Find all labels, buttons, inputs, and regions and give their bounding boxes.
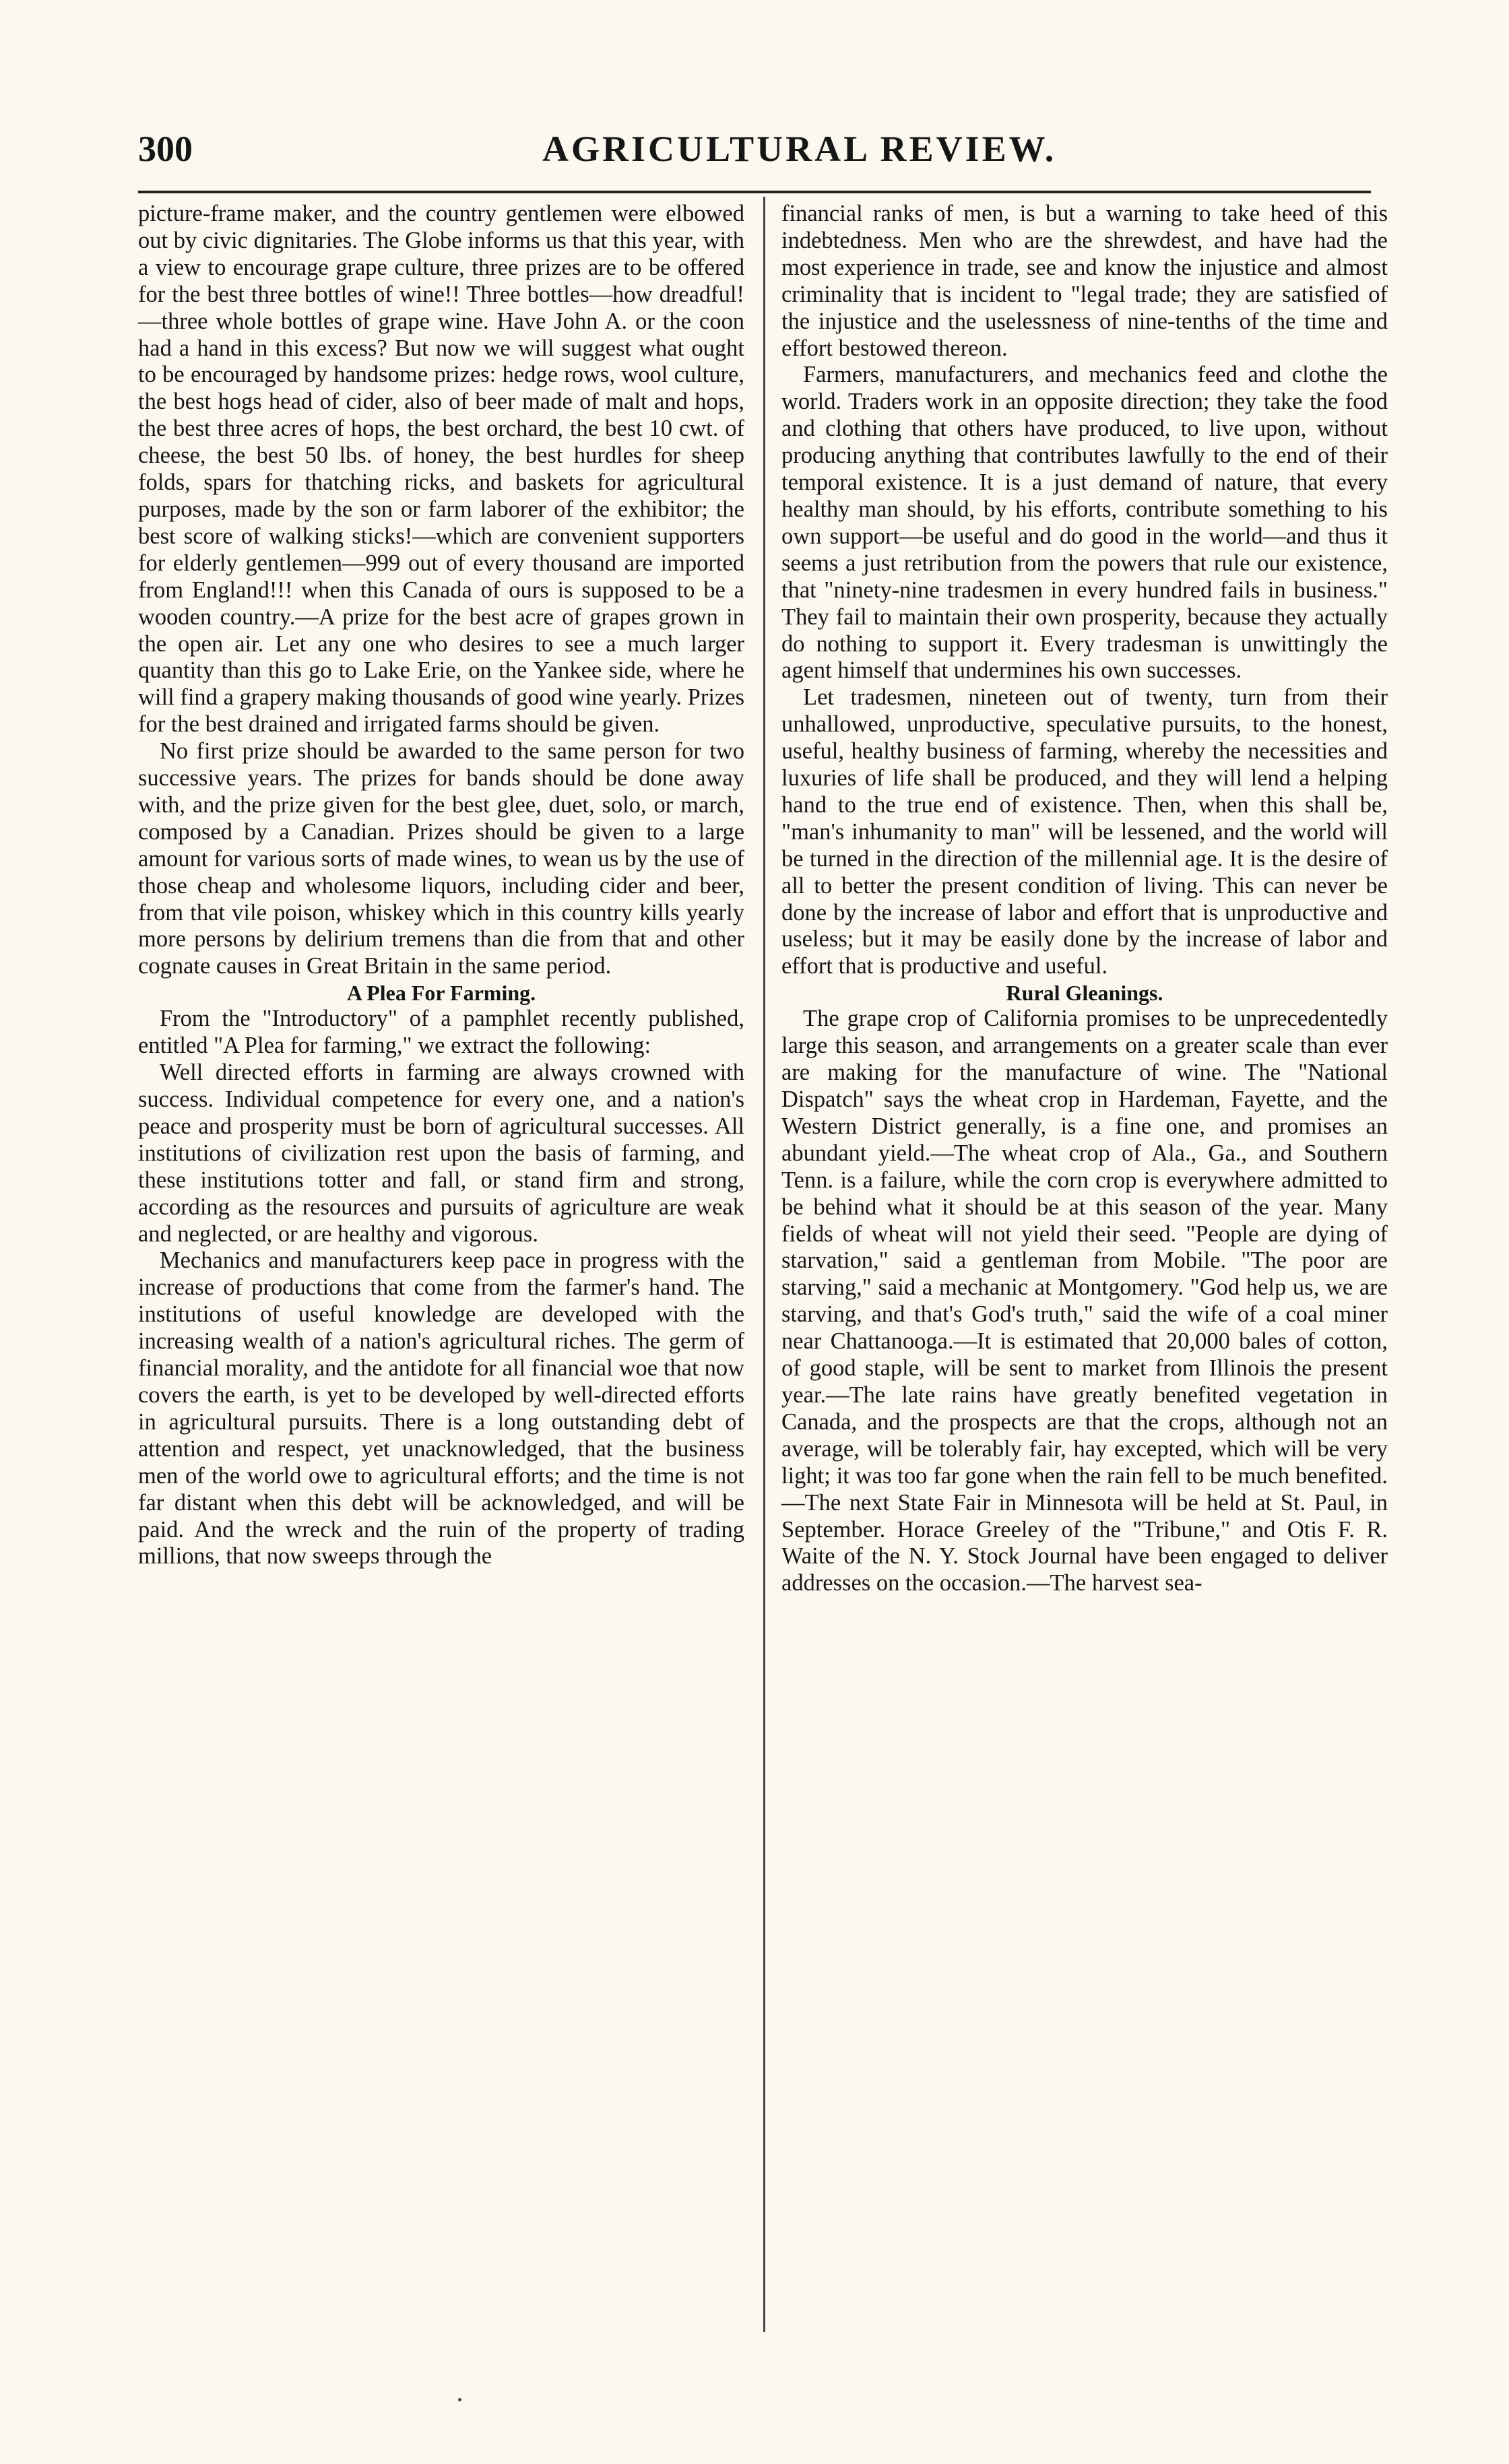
paragraph: Well directed efforts in farming are always crowned with success. Individual competence for every one, and a nation's peace and prosperity must be born of agricultural successes. All institutions of civilization rest upon the basis of farming, and these institutions totter and fall, or stand firm and strong, according as the resources and pursuits of agriculture are weak and neglected, or are healthy and vigorous.: [138, 1060, 744, 1247]
left-column: [138, 201, 744, 1570]
paragraph: Mechanics and manufacturers keep pace in progress with the increase of productions that come from the farmer's hand. The institutions of useful knowledge are developed with the increasing wealth of a nation's agricultural riches. The germ of financial morality, and the antidote for all financial woe that now covers the earth, is yet to be developed by well-directed efforts in agricultural pursuits. There is a long outstanding debt of attention and respect, yet unacknowledged, that the business men of the world owe to agricultural efforts; and the time is not far distant when this debt will be acknowledged, and will be paid. And the wreck and the ruin of the property of trading millions, that now sweeps through the: [138, 1247, 744, 1569]
journal-title: AGRICULTURAL REVIEW.: [542, 129, 1057, 169]
paragraph: financial ranks of men, is but a warning to take heed of this indebtedness. Men who are the shrewdest, and have had the most experience in trade, see and know the injustice and almost criminality that is incident to "legal trade; they are satisfied of the injustice and the uselessness of nine-tenths of the time and effort bestowed thereon.: [781, 201, 1388, 361]
paragraph: Let tradesmen, nineteen out of twenty, turn from their unhallowed, unproductive, speculative pursuits, to the honest, useful, healthy business of farming, whereby the necessities and luxuries of life shall be produced, and they will lend a helping hand to the true end of existence. Then, when this shall be, "man's inhumanity to man" will be lessened, and the world will be turned in the direction of the millennial age. It is the desire of all to better the present condition of living. This can never be done by the increase of labor and effort that is unproductive and useless; but it may be easily done by the increase of labor and effort that is productive and useful.: [781, 684, 1388, 979]
section-heading-plea-for-farming: A Plea For Farming.: [346, 981, 536, 1006]
page-number: 300: [138, 129, 193, 169]
paragraph: Farmers, manufacturers, and mechanics feed and clothe the world. Traders work in an opposite direction; they take the food and clothing that others have produced, to live upon, without producing anything that contributes lawfully to the end of their temporal existence. It is a just demand of nature, that every healthy man should, by his efforts, contribute something to his own support—be useful and do good in the world—and thus it seems a just retribution from the powers that rule our existence, that "ninety-nine tradesmen in every hundred fails in business." They fail to maintain their own prosperity, because they actually do nothing to support it. Every tradesman is unwittingly the agent himself that undermines his own successes.: [781, 362, 1388, 684]
header-rule: [138, 191, 1371, 193]
paragraph: From the "Introductory" of a pamphlet recently published, entitled "A Plea for farming," we extract the following:: [138, 1006, 744, 1059]
column-divider: [763, 197, 765, 2332]
right-column: [781, 201, 1388, 1597]
section-heading-rural-gleanings: Rural Gleanings.: [1006, 981, 1163, 1006]
page-header: [138, 128, 1371, 182]
paragraph: The grape crop of California promises to be unprecedentedly large this season, and arrangements on a greater scale than ever are making for the manufacture of wine. The "National Dispatch" says the wheat crop in Hardeman, Fayette, and the Western District generally, is a fine one, and promises an abundant yield.—The wheat crop of Ala., Ga., and Southern Tenn. is a failure, while the corn crop is everywhere admitted to be behind what it should be at this season of the year. Many fields of wheat will not yield their seed. "People are dying of starvation," said a gentleman from Mobile. "The poor are starving," said a mechanic at Montgomery. "God help us, we are starving, and that's God's truth," said the wife of a coal miner near Chattanooga.—It is estimated that 20,000 bales of cotton, of good staple, will be sent to market from Illinois the present year.—The late rains have greatly benefited vegetation in Canada, and the prospects are that the crops, although not an average, will be tolerably fair, hay excepted, which will be very light; it was too far gone when the rain fell to be much benefited.—The next State Fair in Minnesota will be held at St. Paul, in September. Horace Greeley of the "Tribune," and Otis F. R. Waite of the N. Y. Stock Journal have been engaged to deliver addresses on the occasion.—The harvest sea-: [781, 1006, 1388, 1596]
ink-speck: [458, 2398, 461, 2401]
paragraph: No first prize should be awarded to the same person for two successive years. The prizes for bands should be done away with, and the prize given for the best glee, duet, solo, or march, composed by a Canadian. Prizes should be given to a large amount for various sorts of made wines, to wean us by the use of those cheap and wholesome liquors, including cider and beer, from that vile poison, whiskey which in this country kills yearly more persons by delirium tremens than die from that and other cognate causes in Great Britain in the same period.: [138, 738, 744, 979]
paragraph: picture-frame maker, and the country gentlemen were elbowed out by civic dignitaries. The Globe informs us that this year, with a view to encourage grape culture, three prizes are to be offered for the best three bottles of wine!! Three bottles—how dreadful!—three whole bottles of grape wine. Have John A. or the coon had a hand in this excess? But now we will suggest what ought to be encouraged by handsome prizes: hedge rows, wool culture, the best hogs head of cider, also of beer made of malt and hops, the best three acres of hops, the best orchard, the best 10 cwt. of cheese, the best 50 lbs. of honey, the best hurdles for sheep folds, spars for thatching ricks, and baskets for agricultural purposes, made by the son or farm laborer of the exhibitor; the best score of walking sticks!—which are convenient supporters for elderly gentlemen—999 out of every thousand are imported from England!!! when this Canada of ours is supposed to be a wooden country.—A prize for the best acre of grapes grown in the open air. Let any one who desires to see a much larger quantity than this go to Lake Erie, on the Yankee side, where he will find a grapery making thousands of good wine yearly. Prizes for the best drained and irrigated farms should be given.: [138, 201, 744, 738]
